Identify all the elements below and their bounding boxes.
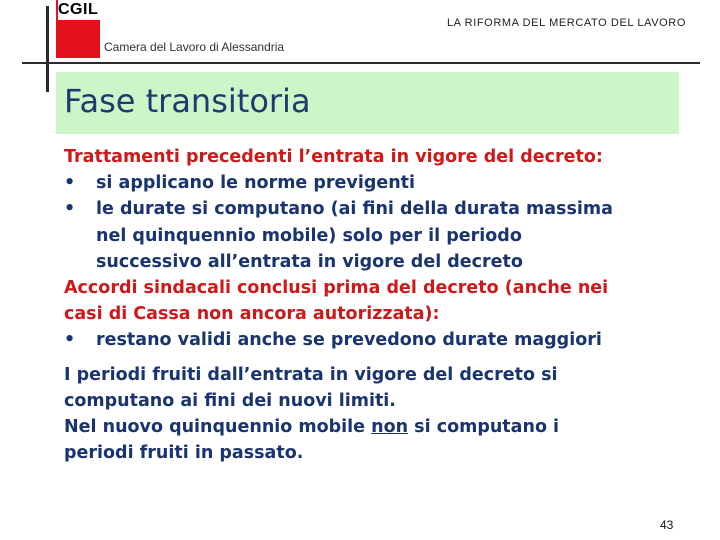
slide-title-band [56, 72, 679, 134]
section-heading-1: Trattamenti precedenti l’entrata in vigore del decreto: [64, 147, 603, 167]
slide-content [64, 144, 664, 466]
bullet-continuation: successivo all’entrata in vigore del decreto [96, 251, 523, 272]
page-number: 43 [660, 518, 674, 532]
vertical-rule [46, 6, 49, 92]
section-heading-2-line: casi di Cassa non ancora autorizzata): [64, 304, 440, 325]
bullet-icon: • [64, 173, 76, 194]
underlined-word: non [371, 417, 409, 438]
bullet-continuation: nel quinquennio mobile) solo per il periodo [96, 225, 522, 246]
bullet-item: • restano validi anche se prevedono durate maggiori [64, 327, 664, 353]
document-title: LA RIFORMA DEL MERCATO DEL LAVORO [446, 17, 686, 29]
paragraph-line: periodi fruiti in passato. [64, 443, 304, 464]
bullet-icon: • [64, 330, 76, 351]
paragraph-line: Nel nuovo quinquennio mobile non si computano i [64, 417, 560, 438]
organization-name: Camera del Lavoro di Alessandria [104, 40, 285, 54]
paragraph-line: I periodi fruiti dall’entrata in vigore del decreto si [64, 364, 558, 385]
slide-title: Fase transitoria [64, 82, 311, 120]
section-heading-2-line: Accordi sindacali conclusi prima del decreto (anche nei [64, 278, 609, 299]
bullet-icon: • [64, 199, 76, 220]
cgil-logo-text: CGIL [58, 0, 102, 20]
bullet-item: • le durate si computano (ai fini della durata massima [64, 196, 664, 222]
horizontal-rule [22, 62, 700, 64]
bullet-item: • si applicano le norme previgenti [64, 170, 664, 196]
paragraph-line: computano ai fini dei nuovi limiti. [64, 390, 396, 411]
